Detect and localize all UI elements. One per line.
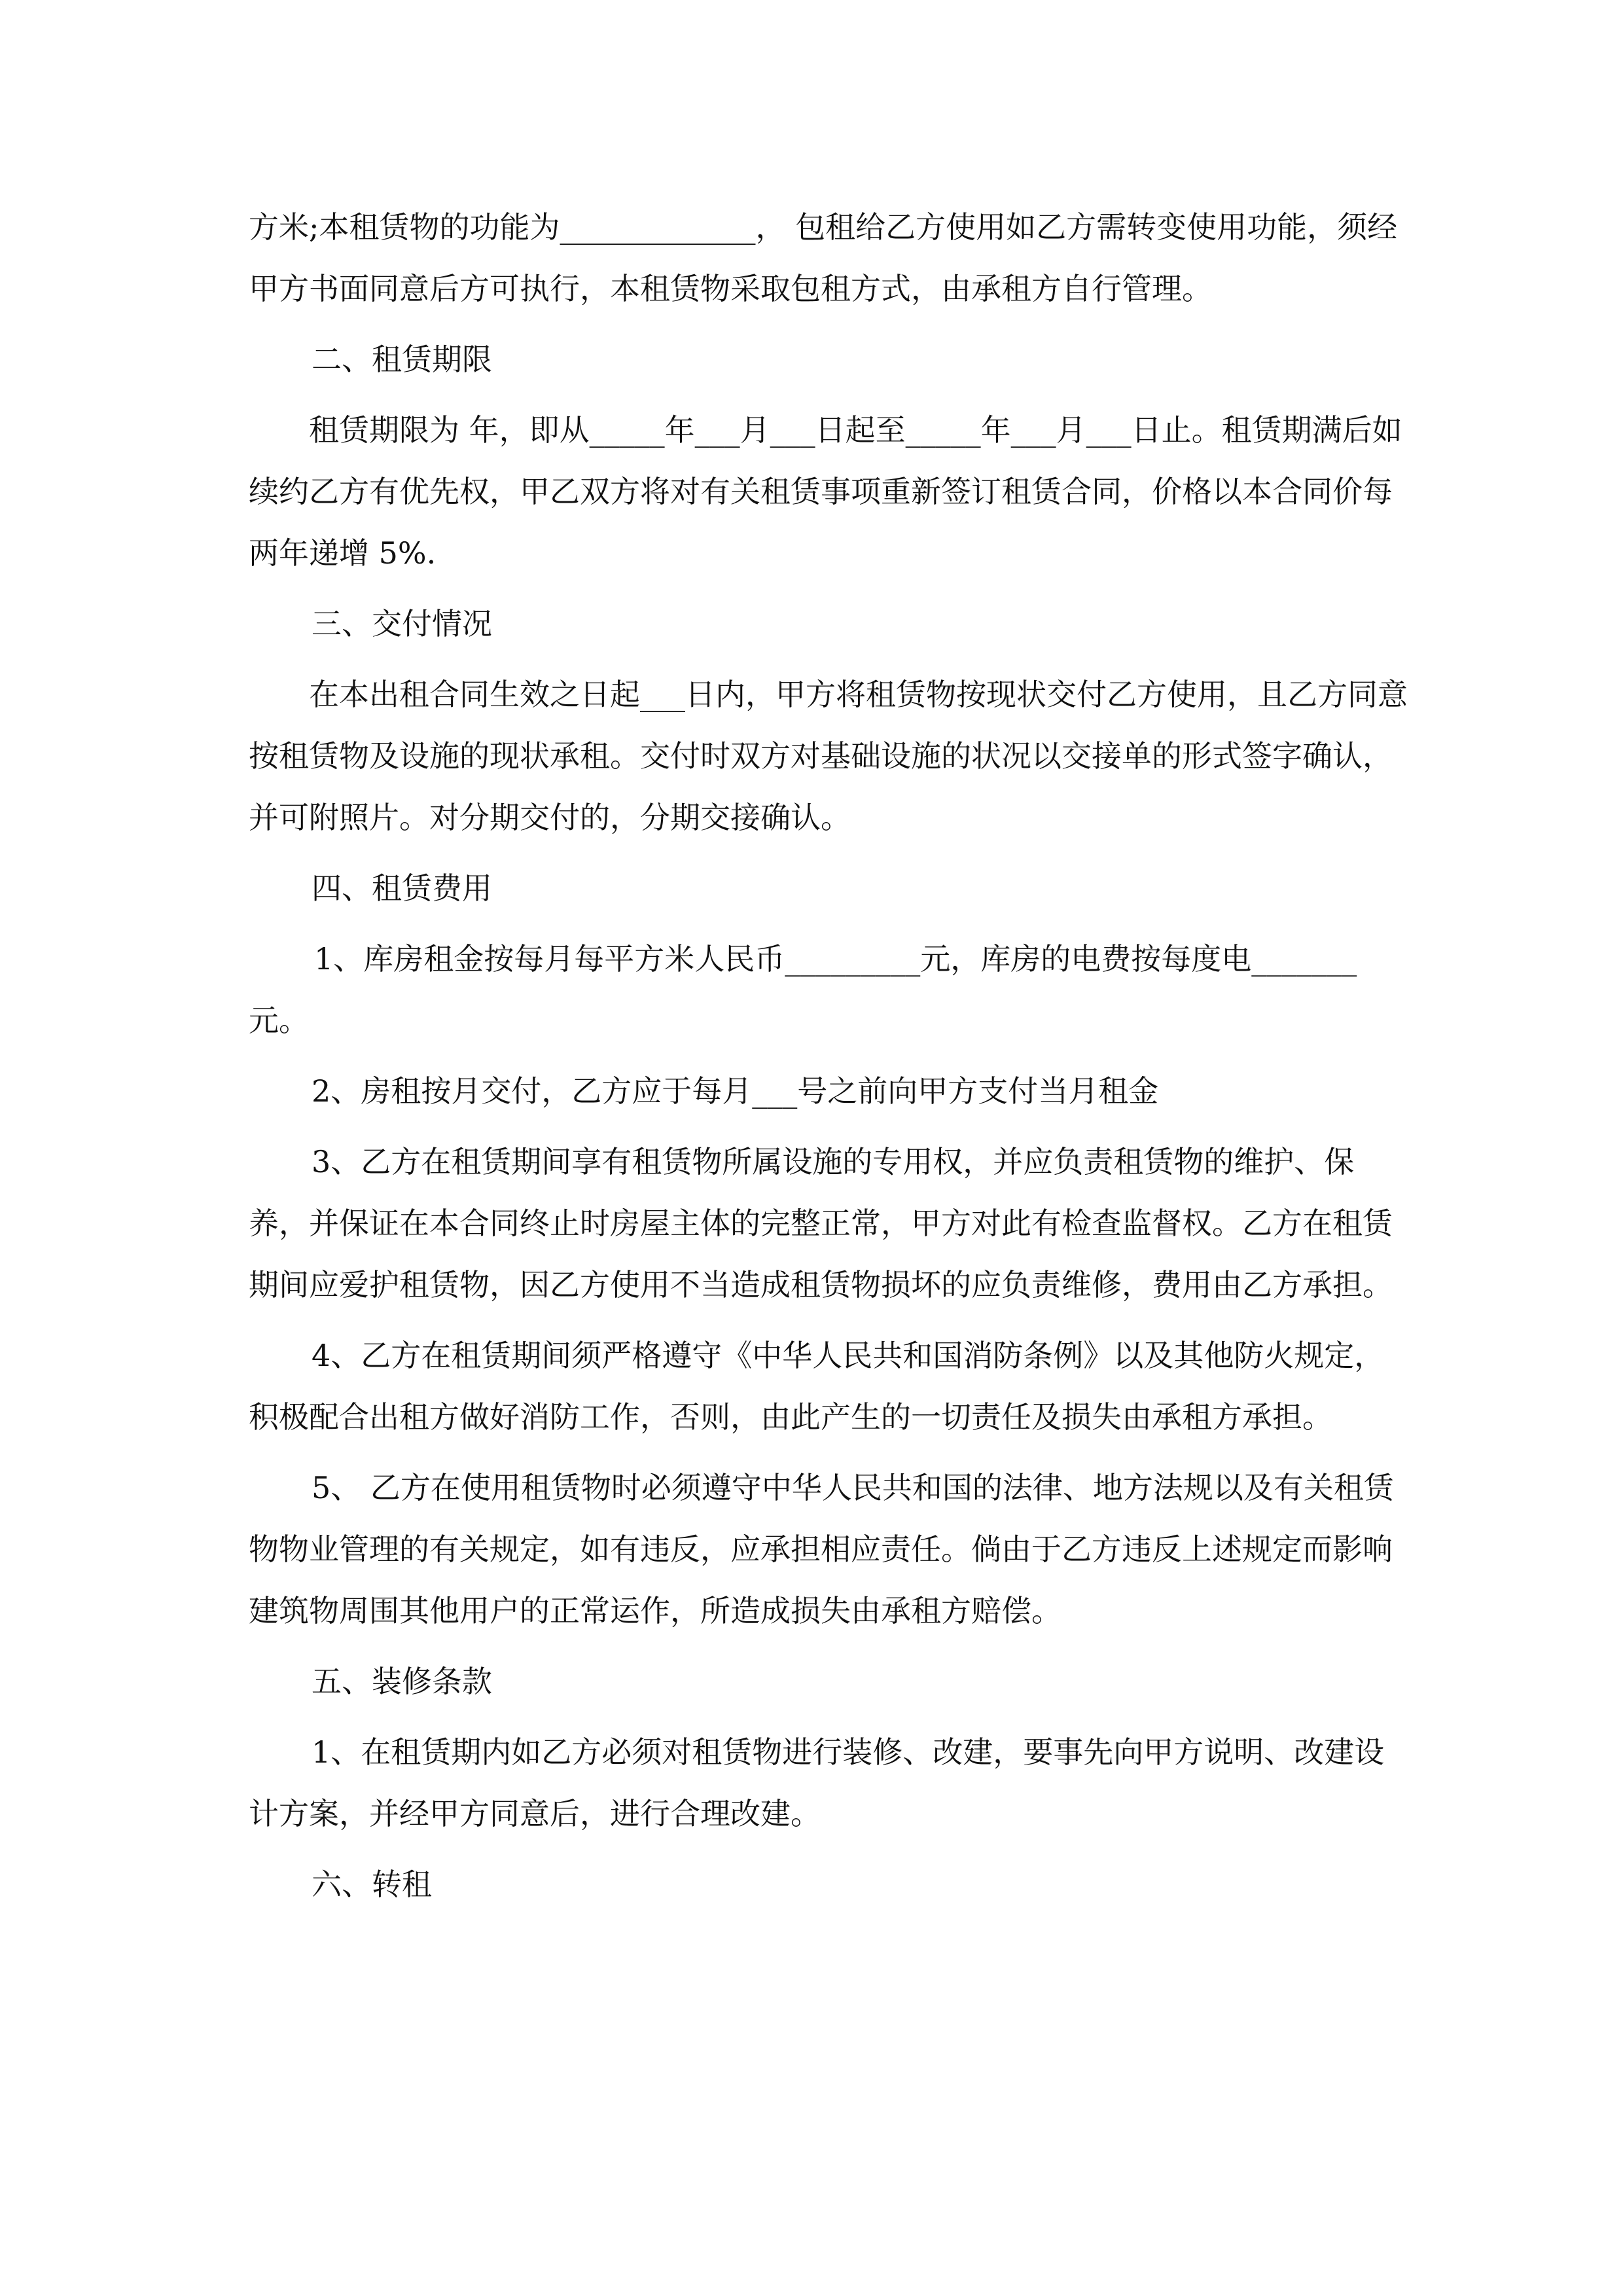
section-heading-renovation: 五、装修条款	[312, 1664, 492, 1699]
section-heading-lease-fees: 四、租赁费用	[312, 870, 492, 906]
document-page	[249, 196, 1414, 1915]
paragraph-delivery: 在本出租合同生效之日起___日内，甲方将租赁物按现状交付乙方使用，且乙方同意按租赁物及设施的现状承租。交付时双方对基础设施的状况以交接单的形式签字确认，并可附照片。对分期交付的，分期交接确认。	[249, 677, 1408, 835]
paragraph-fee-item-2: 2、房租按月交付，乙方应于每月___号之前向甲方支付当月租金	[312, 1073, 1159, 1109]
paragraph-function-clause: 方米;本租赁物的功能为_____________， 包租给乙方使用如乙方需转变使用功能，须经甲方书面同意后方可执行，本租赁物采取包租方式，由承租方自行管理。	[249, 209, 1398, 306]
section-heading-sublease: 六、转租	[312, 1867, 432, 1902]
paragraph-lease-term: 租赁期限为 年，即从_____年___月___日起至_____年___月___日止。租赁期满后如续约乙方有优先权，甲乙双方将对有关租赁事项重新签订租赁合同，价格以本合同价每两年递增 5%.	[249, 412, 1402, 571]
paragraph-renovation-item-1: 1、在租赁期内如乙方必须对租赁物进行装修、改建，要事先向甲方说明、改建设计方案，并经甲方同意后，进行合理改建。	[249, 1734, 1385, 1831]
paragraph-fee-item-3: 3、乙方在租赁期间享有租赁物所属设施的专用权，并应负责租赁物的维护、保养，并保证在本合同终止时房屋主体的完整正常，甲方对此有检查监督权。乙方在租赁期间应爱护租赁物，因乙方使用不当造成租赁物损坏的应负责维修，费用由乙方承担。	[249, 1144, 1393, 1302]
section-heading-delivery: 三、交付情况	[312, 606, 492, 641]
paragraph-fee-item-1: 1、库房租金按每月每平方米人民币_________元，库房的电费按每度电_______元。	[249, 941, 1357, 1038]
section-heading-lease-term: 二、租赁期限	[312, 342, 492, 377]
paragraph-fee-item-4: 4、乙方在租赁期间须严格遵守《中华人民共和国消防条例》以及其他防火规定，积极配合出租方做好消防工作，否则，由此产生的一切责任及损失由承租方承担。	[249, 1338, 1385, 1435]
paragraph-fee-item-5: 5、 乙方在使用租赁物时必须遵守中华人民共和国的法律、地方法规以及有关租赁物物业管理的有关规定，如有违反，应承担相应责任。倘由于乙方违反上述规定而影响建筑物周围其他用户的正常运作，所造成损失由承租方赔偿。	[249, 1470, 1394, 1628]
